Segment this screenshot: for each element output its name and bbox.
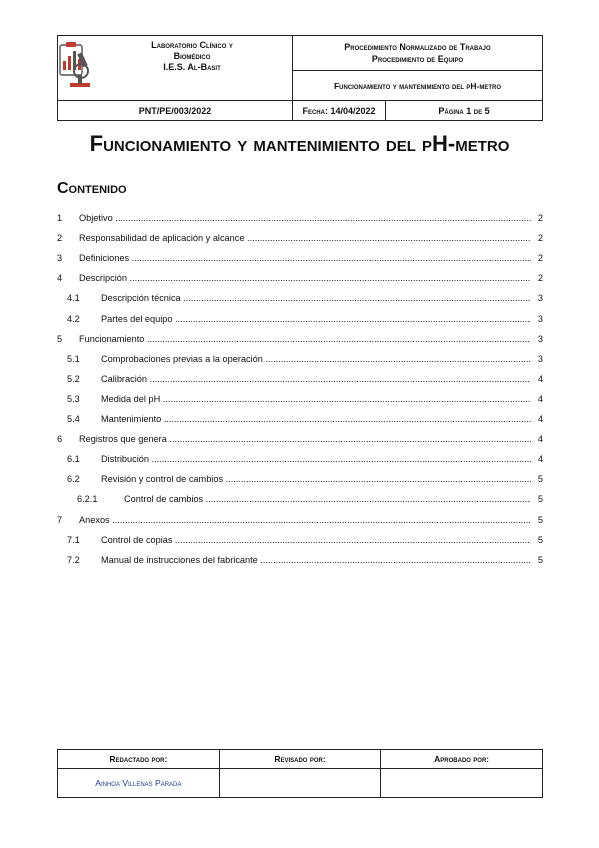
- toc-page-number: 5: [537, 474, 543, 485]
- toc-label: Descripción .....: [79, 271, 531, 285]
- toc-entry[interactable]: [57, 332, 543, 346]
- toc-page-number: 2: [537, 273, 543, 284]
- toc-page-number: 3: [537, 333, 543, 344]
- toc-number: 4: [57, 273, 63, 284]
- toc-entry[interactable]: [57, 231, 543, 245]
- toc-page-number: 2: [537, 233, 543, 244]
- toc-page-number: 4: [537, 393, 543, 404]
- toc-label: Manual de instrucciones del fabricante .....: [101, 553, 531, 567]
- toc-number: 5: [57, 333, 63, 344]
- toc-page-number: 5: [537, 494, 543, 505]
- toc-entry[interactable]: [57, 452, 543, 466]
- toc-label: Distribución .....: [101, 452, 531, 466]
- procedure-type: [293, 36, 543, 71]
- toc-label: Objetivo .....: [79, 211, 531, 225]
- toc-number: 4.2: [67, 313, 80, 324]
- toc-page-number: 3: [537, 313, 543, 324]
- toc-number: 1: [57, 213, 63, 223]
- reviewed-by-name: [219, 769, 381, 798]
- toc-label: Partes del equipo .....: [101, 312, 531, 326]
- toc-page-number: 3: [537, 293, 543, 304]
- toc-label: Registros que genera .....: [79, 432, 531, 446]
- toc-entry[interactable]: [57, 312, 543, 326]
- approved-by-label: Aprobado por:: [381, 750, 543, 769]
- toc-page-number: 4: [537, 373, 543, 384]
- written-by-label: Redactado por:: [58, 750, 220, 769]
- toc-page-number: 4: [537, 414, 543, 424]
- toc-number: 6.2.1: [77, 494, 98, 505]
- toc-label: Mantenimiento .....: [101, 412, 531, 426]
- document-header: [57, 35, 543, 121]
- toc-number: 4.1: [67, 293, 80, 304]
- toc-number: 2: [57, 233, 63, 244]
- procedure-line-1: Procedimiento Normalizado de Trabajo: [344, 42, 491, 53]
- approved-by-name: [381, 769, 543, 798]
- toc-page-number: 5: [537, 514, 543, 525]
- lab-logo: [58, 36, 93, 101]
- toc-number: 3: [57, 253, 63, 264]
- toc-entry[interactable]: [57, 533, 543, 547]
- toc-number: 5.2: [67, 373, 80, 384]
- toc-entry[interactable]: [57, 432, 543, 446]
- toc-label: Revisión y control de cambios .....: [101, 472, 531, 486]
- toc-page-number: 5: [537, 534, 543, 545]
- lab-name: [92, 36, 293, 101]
- toc-number: 6.1: [67, 454, 80, 465]
- toc-label: Medida del pH .....: [101, 392, 531, 406]
- lab-line-1: Laboratorio Clínico y: [151, 40, 233, 50]
- toc-entry[interactable]: [57, 492, 543, 506]
- toc-page-number: 2: [537, 213, 543, 223]
- contents-heading: Contenido: [57, 180, 127, 197]
- toc-entry[interactable]: [57, 392, 543, 406]
- page-title: Funcionamiento y mantenimiento del pH-metro: [89, 131, 510, 156]
- toc-label: Control de cambios .....: [124, 492, 531, 506]
- toc-label: Calibración .....: [101, 372, 531, 386]
- toc-page-number: 5: [537, 554, 543, 565]
- toc-label: Descripción técnica .....: [101, 291, 531, 305]
- toc-number: 7.1: [67, 534, 80, 545]
- toc-page-number: 2: [537, 253, 543, 264]
- toc-entry[interactable]: [57, 513, 543, 527]
- toc-entry[interactable]: [57, 291, 543, 305]
- reviewed-by-label: Revisado por:: [219, 750, 381, 769]
- toc-number: 5.3: [67, 393, 80, 404]
- procedure-line-2: Procedimiento de Equipo: [371, 54, 464, 65]
- toc-page-number: 4: [537, 454, 543, 465]
- procedure-title: Funcionamiento y mantenimiento del pH-metro: [293, 71, 543, 101]
- lab-line-2: Biomédico: [173, 51, 211, 61]
- document-date: Fecha: 14/04/2022: [293, 101, 386, 121]
- toc-entry[interactable]: [57, 352, 543, 366]
- toc-label: Comprobaciones previas a la operación .....: [101, 352, 531, 366]
- toc-page-number: 3: [537, 353, 543, 364]
- toc-entry[interactable]: [57, 472, 543, 486]
- toc-label: Control de copias .....: [101, 533, 531, 547]
- toc-label: Responsabilidad de aplicación y alcance .....: [79, 231, 531, 245]
- toc-entry[interactable]: [57, 211, 543, 225]
- toc-page-number: 4: [537, 434, 543, 445]
- microscope-clipboard-icon: [58, 39, 92, 93]
- page-indicator: Página 1 de 5: [386, 101, 543, 121]
- toc-number: 5.1: [67, 353, 80, 364]
- toc-label: Definiciones .....: [79, 251, 531, 265]
- written-by-name: Ainhoa Villenas Parada: [58, 769, 220, 798]
- toc-entry[interactable]: [57, 251, 543, 265]
- toc-number: 6.2: [67, 474, 80, 485]
- toc-entry[interactable]: [57, 372, 543, 386]
- approval-footer: [57, 749, 543, 798]
- toc-number: 7: [57, 514, 63, 525]
- toc-number: 5.4: [67, 414, 80, 424]
- toc-label: Anexos .....: [79, 513, 531, 527]
- toc-label: Funcionamiento .....: [79, 332, 531, 346]
- lab-line-3: I.E.S. Al-Basit: [163, 62, 221, 72]
- document-code: PNT/PE/003/2022: [58, 101, 293, 121]
- toc-entry[interactable]: [57, 412, 543, 426]
- toc-number: 6: [57, 434, 63, 445]
- toc-number: 7.2: [67, 554, 80, 565]
- toc-entry[interactable]: [57, 271, 543, 285]
- toc-entry[interactable]: [57, 553, 543, 567]
